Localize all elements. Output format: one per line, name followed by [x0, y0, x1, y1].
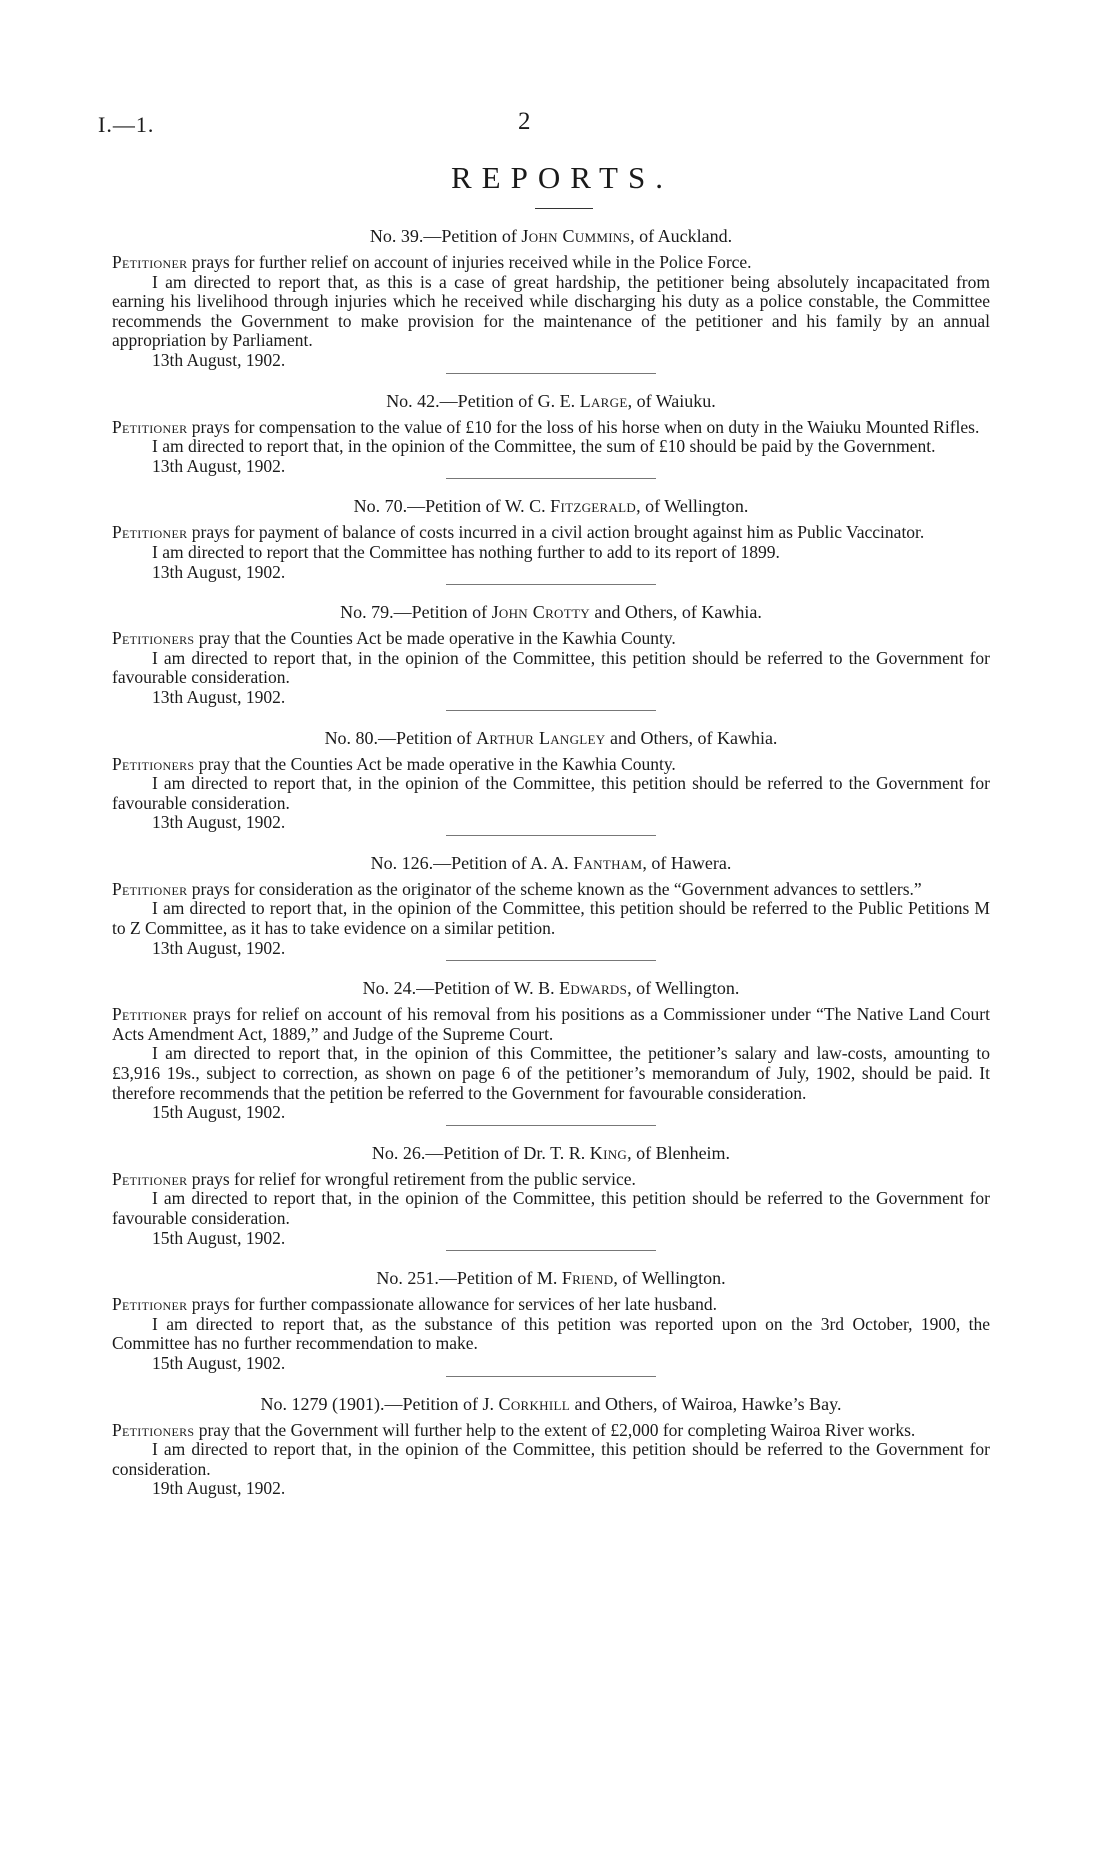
report-text: I am directed to report that, in the opinion of this Committee, the petitioner’s salary and law-costs, amounting to £3,916 19s., subject to correction, as shown on page 6 of the petitioner’s memorandum of July, 1902, should be paid. It therefore recommends that the petition be referred to the Government for favourable consideration.: [112, 1043, 990, 1103]
report-42: [112, 391, 990, 480]
report-text: I am directed to report that, in the opinion of the Committee, the sum of £10 should be paid by the Government.: [152, 436, 936, 457]
report-70: [112, 496, 990, 585]
report-date: 13th August, 1902.: [152, 561, 286, 582]
prayer-text: Petitioner prays for relief on account of his removal from his positions as a Commissioner under “The Native Land Court Acts Amendment Act, 1889,” and Judge of the Supreme Court.: [112, 1004, 990, 1044]
report-heading: No. 126.—Petition of A. A. Fantham, of Hawera.: [370, 852, 732, 873]
report-text: I am directed to report that, in the opinion of the Committee, this petition should be referred to the Government for consideration.: [112, 1439, 990, 1479]
document-reference: I.—1.: [98, 112, 155, 137]
prayer-text: Petitioner prays for further compassionate allowance for services of her late husband.: [112, 1294, 718, 1315]
prayer-text: Petitioner prays for further relief on account of injuries received while in the Police Force.: [112, 252, 752, 272]
separator-rule: [446, 1250, 656, 1251]
separator-rule: [446, 960, 656, 961]
report-79: [112, 602, 990, 710]
report-text: I am directed to report that, in the opinion of the Committee, this petition should be referred to the Government for favourable consideration.: [112, 1188, 990, 1228]
prayer-text: Petitioners pray that the Government will further help to the extent of £2,000 for completing Wairoa River works.: [112, 1419, 916, 1440]
report-heading: No. 1279 (1901).—Petition of J. Corkhill and Others, of Wairoa, Hawke’s Bay.: [260, 1393, 842, 1414]
report-heading: No. 39.—Petition of John Cummins, of Auckland.: [369, 226, 733, 246]
prayer-text: Petitioner prays for payment of balance of costs incurred in a civil action brought against him as Public Vaccinator.: [112, 522, 925, 543]
report-text: I am directed to report that, in the opinion of the Committee, this petition should be referred to the Government for favourable consideration.: [112, 773, 990, 813]
report-heading: No. 251.—Petition of M. Friend, of Wellington.: [376, 1268, 726, 1289]
prayer-text: Petitioner prays for relief for wrongful retirement from the public service.: [112, 1168, 636, 1189]
report-date: 15th August, 1902.: [152, 1102, 286, 1123]
page-title: REPORTS.: [451, 160, 673, 195]
report-heading: No. 42.—Petition of G. E. Large, of Waiuku.: [386, 390, 716, 411]
report-text: I am directed to report that, as this is a case of great hardship, the petitioner being absolutely incapacitated from earning his livelihood through injuries which he received while discharging his duty as a police constable, the Committee recommends the Government to make provision for the maintenance of the petitioner and his family by an annual appropriation by Parliament.: [112, 271, 990, 351]
page-number: 2: [518, 108, 531, 135]
separator-rule: [446, 1376, 656, 1377]
prayer-text: Petitioner prays for compensation to the value of £10 for the loss of his horse when on duty in the Waiuku Mounted Rifles.: [112, 416, 980, 437]
report-251: [112, 1268, 990, 1376]
separator-rule: [446, 478, 656, 479]
report-date: 13th August, 1902.: [152, 812, 286, 833]
prayer-text: Petitioner prays for consideration as the originator of the scheme known as the “Government advances to settlers.”: [112, 878, 922, 899]
report-text: I am directed to report that the Committee has nothing further to add to its report of 1899.: [152, 541, 780, 562]
report-heading: No. 80.—Petition of Arthur Langley and Others, of Kawhia.: [324, 727, 778, 748]
report-26: [112, 1143, 990, 1251]
report-80: [112, 728, 990, 836]
report-heading: No. 79.—Petition of John Crotty and Others, of Kawhia.: [340, 602, 762, 623]
separator-rule: [446, 835, 656, 836]
reports-list: [112, 226, 990, 1499]
separator-rule: [446, 373, 656, 374]
separator-rule: [446, 584, 656, 585]
report-text: I am directed to report that, in the opinion of the Committee, this petition should be referred to the Government for favourable consideration.: [112, 647, 990, 688]
separator-rule: [446, 710, 656, 711]
report-39: [112, 226, 990, 374]
report-text: I am directed to report that, in the opinion of the Committee, this petition should be referred to the Public Petitions M to Z Committee, as it has to take evidence on a similar petition.: [112, 898, 990, 939]
prayer-text: Petitioners pray that the Counties Act be made operative in the Kawhia County.: [112, 753, 676, 774]
prayer-text: Petitioners pray that the Counties Act be made operative in the Kawhia County.: [112, 628, 676, 649]
report-text: I am directed to report that, as the substance of this petition was reported upon on the 3rd October, 1900, the Committee has no further recommendation to make.: [112, 1313, 990, 1354]
separator-rule: [446, 1125, 656, 1126]
report-heading: No. 24.—Petition of W. B. Edwards, of Wellington.: [362, 978, 740, 999]
report-date: 13th August, 1902.: [152, 455, 286, 476]
report-heading: No. 70.—Petition of W. C. Fitzgerald, of Wellington.: [353, 496, 749, 517]
report-date: 13th August, 1902.: [152, 349, 286, 370]
report-date: 15th August, 1902.: [152, 1227, 286, 1248]
report-date: 15th August, 1902.: [152, 1352, 286, 1373]
title-rule: [535, 208, 593, 209]
report-date: 13th August, 1902.: [152, 937, 286, 958]
report-24: [112, 978, 990, 1126]
report-date: 13th August, 1902.: [152, 686, 286, 707]
report-heading: No. 26.—Petition of Dr. T. R. King, of Blenheim.: [371, 1142, 731, 1163]
report-date: 19th August, 1902.: [152, 1478, 286, 1499]
report-126: [112, 853, 990, 961]
report-1279: [112, 1394, 990, 1499]
